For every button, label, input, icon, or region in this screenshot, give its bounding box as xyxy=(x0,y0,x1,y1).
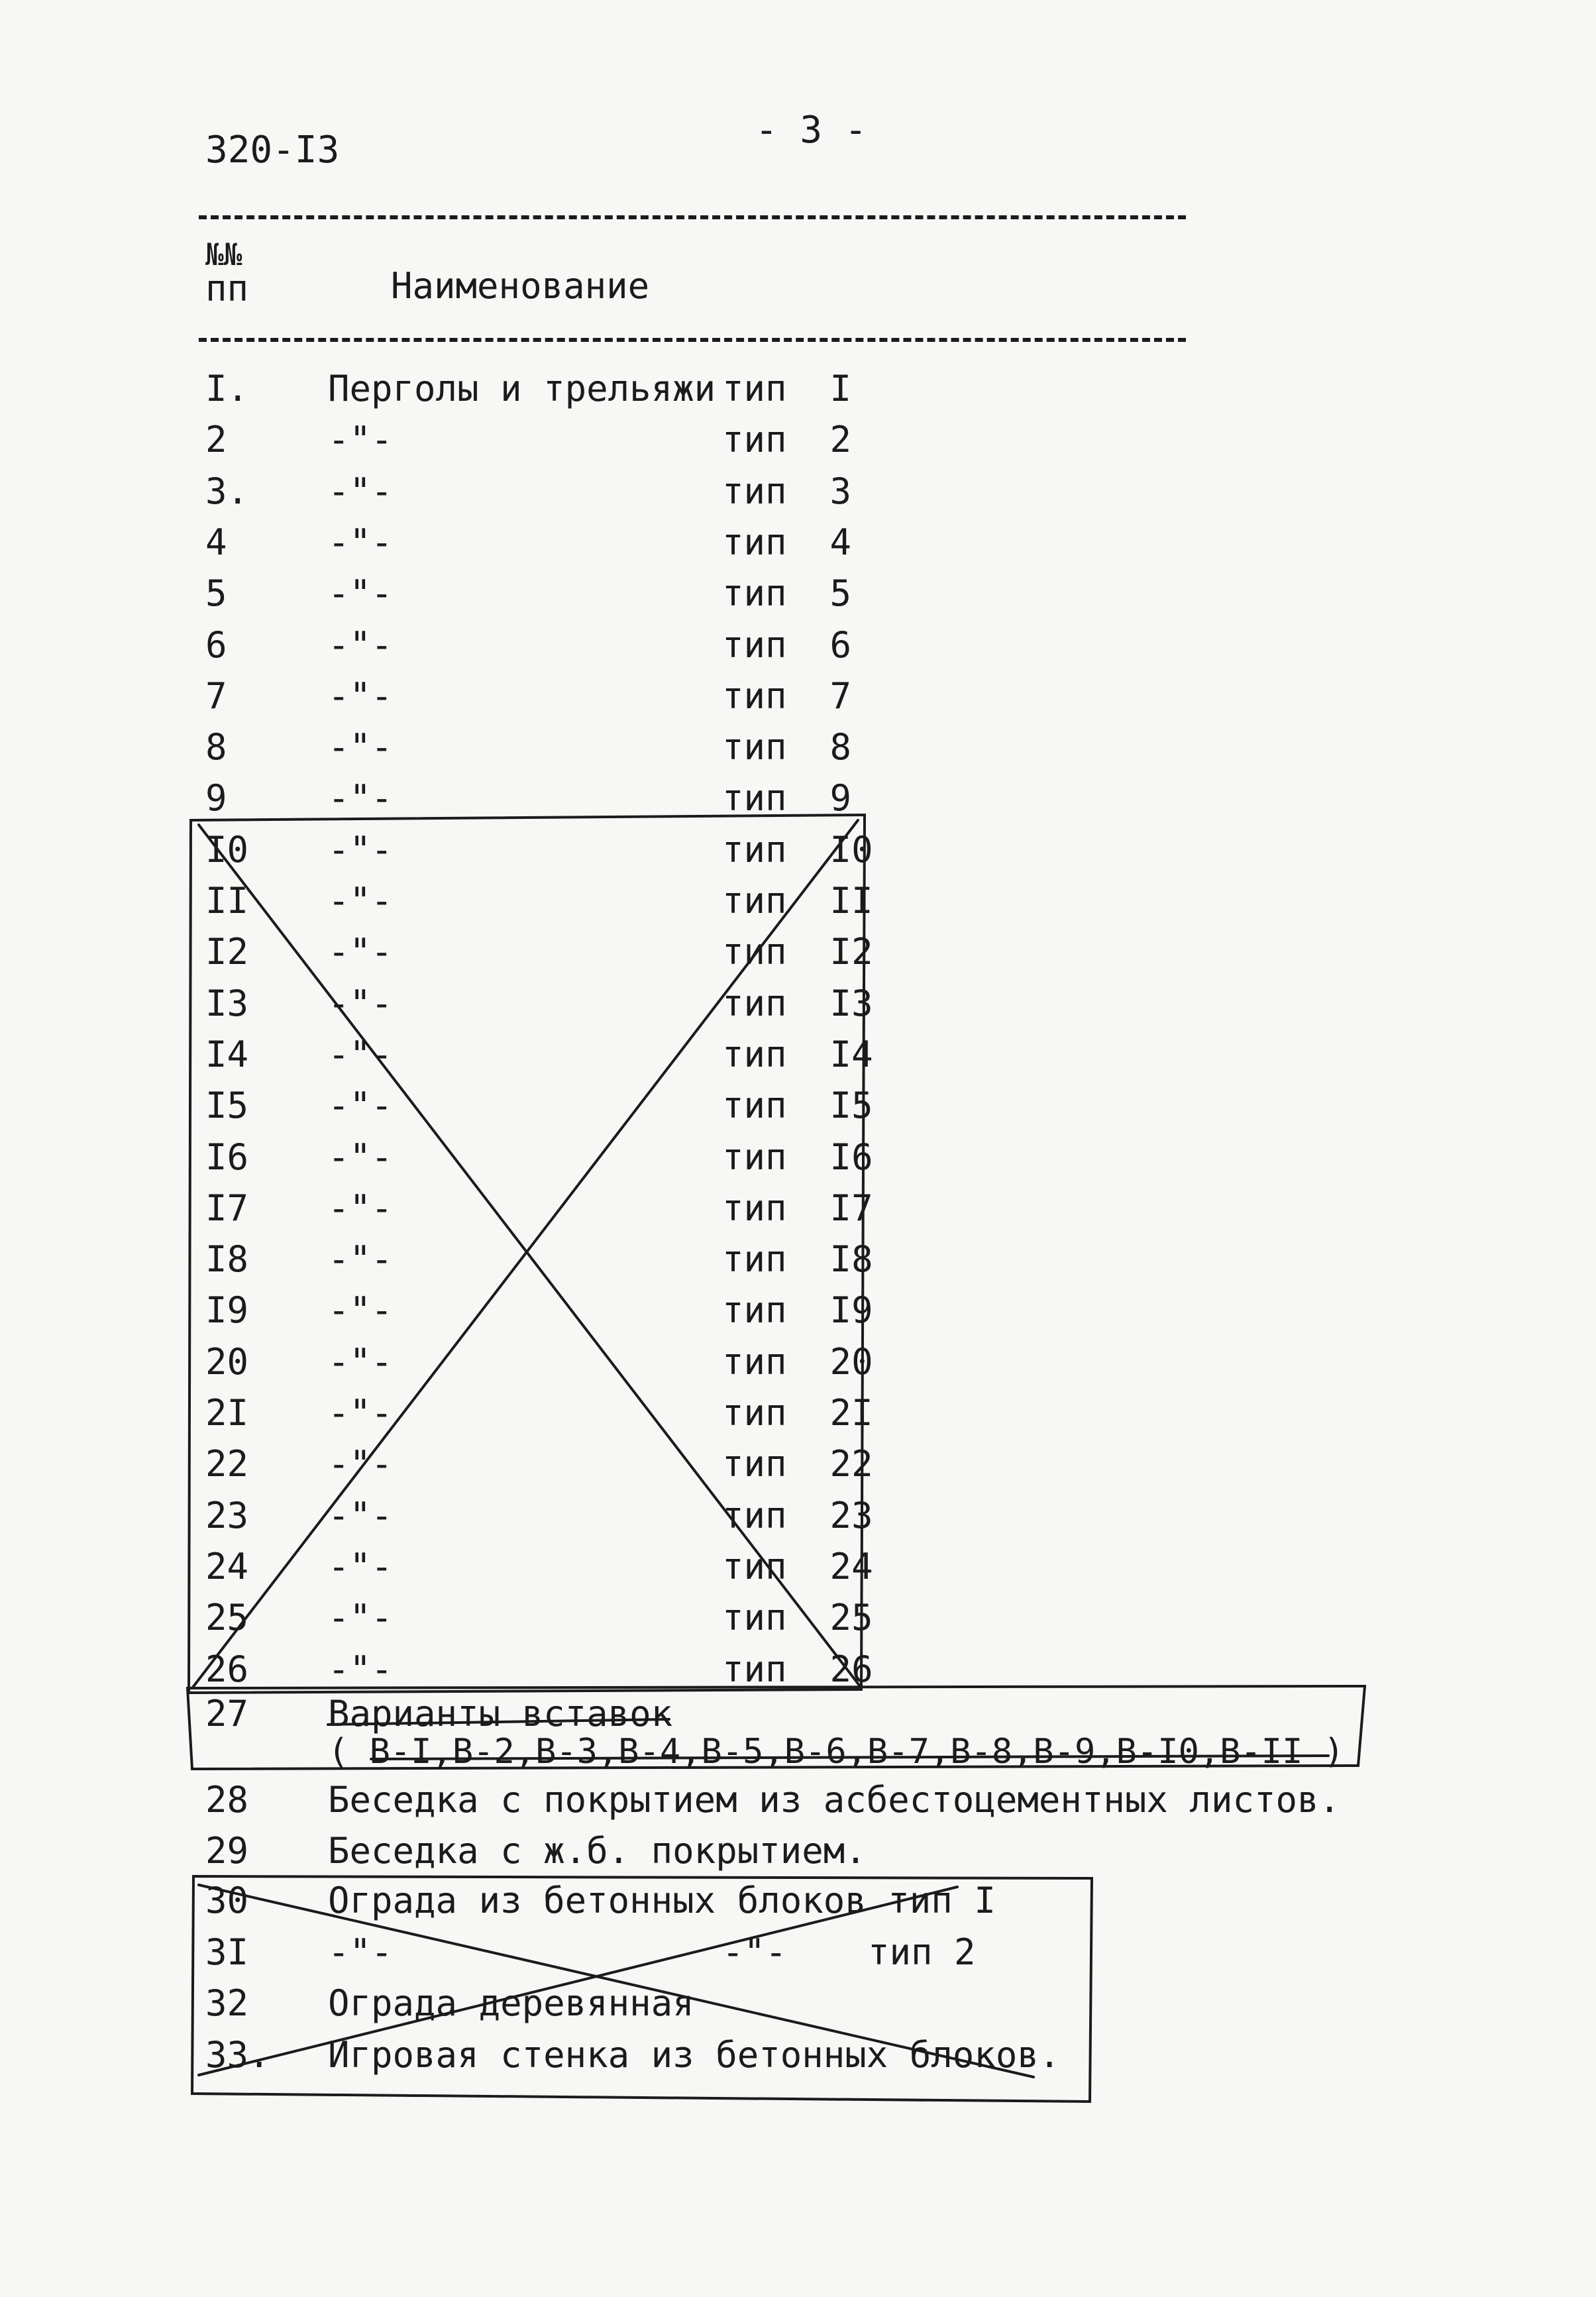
row-type: тип 5 xyxy=(722,572,852,614)
list-item xyxy=(0,880,1596,922)
row-number: 23 xyxy=(205,1495,249,1536)
row-number: I4 xyxy=(205,1034,249,1075)
row-type: тип I5 xyxy=(722,1085,873,1126)
list-item xyxy=(0,1597,1596,1639)
row-name: -"- xyxy=(328,1238,393,1280)
row-number: I. xyxy=(205,368,249,409)
list-item xyxy=(0,1034,1596,1076)
row-name: -"- xyxy=(328,880,393,922)
row-type: тип 26 xyxy=(722,1648,873,1690)
row-type: тип I0 xyxy=(722,829,873,871)
row-32-text: Ограда деревянная xyxy=(328,1982,694,2024)
row-name: -"- xyxy=(328,1495,393,1536)
row-type: тип 4 xyxy=(722,521,852,563)
row-type: тип 23 xyxy=(722,1495,873,1536)
column-number-header-line1: №№ xyxy=(205,237,242,272)
row-name: -"- xyxy=(328,470,393,512)
row-name: -"- xyxy=(328,829,393,871)
row-name: -"- xyxy=(328,419,393,460)
header-divider-bottom xyxy=(199,338,1186,342)
list-item xyxy=(0,470,1596,513)
row-number: 6 xyxy=(205,624,227,666)
row-type: тип I7 xyxy=(722,1187,873,1229)
row-name: -"- xyxy=(328,521,393,563)
row-name: -"- xyxy=(328,1187,393,1229)
row-type: тип I4 xyxy=(722,1034,873,1075)
row-number: 20 xyxy=(205,1341,249,1383)
row-number: 8 xyxy=(205,726,227,768)
row-number: 2I xyxy=(205,1392,249,1434)
row-name: -"- xyxy=(328,1085,393,1126)
row-type: тип I3 xyxy=(722,983,873,1024)
row-30-number: 30 xyxy=(205,1880,249,1921)
list-item xyxy=(0,1443,1596,1485)
row-name: -"- xyxy=(328,1443,393,1485)
row-number: I9 xyxy=(205,1289,249,1331)
row-name: -"- xyxy=(328,624,393,666)
list-item xyxy=(0,1187,1596,1230)
row-28-number: 28 xyxy=(205,1779,249,1821)
row-type: тип 9 xyxy=(722,777,852,819)
row-name: -"- xyxy=(328,1648,393,1690)
list-item xyxy=(0,675,1596,718)
row-28-text: Беседка с покрытием из асбестоцементных листов. xyxy=(328,1779,1341,1821)
row-name: -"- xyxy=(328,1136,393,1178)
row-number: I0 xyxy=(205,829,249,871)
row-type: тип II xyxy=(722,880,873,922)
list-item xyxy=(0,1648,1596,1691)
row-type: тип 20 xyxy=(722,1341,873,1383)
list-item xyxy=(0,829,1596,871)
row-type: тип 6 xyxy=(722,624,852,666)
list-item xyxy=(0,419,1596,461)
row-number: I2 xyxy=(205,931,249,973)
list-item xyxy=(0,1495,1596,1537)
list-item xyxy=(0,368,1596,410)
row-number: 7 xyxy=(205,675,227,717)
row-32-number: 32 xyxy=(205,1982,249,2024)
row-31-name: -"- xyxy=(328,1931,393,1973)
row-number: 4 xyxy=(205,521,227,563)
row-type: тип I8 xyxy=(722,1238,873,1280)
row-name: -"- xyxy=(328,675,393,717)
row-name: -"- xyxy=(328,1392,393,1434)
list-item xyxy=(0,1085,1596,1127)
row-type: тип 25 xyxy=(722,1597,873,1638)
row-29-number: 29 xyxy=(205,1830,249,1872)
row-name: -"- xyxy=(328,1597,393,1638)
row-name: -"- xyxy=(328,1546,393,1587)
row-name: -"- xyxy=(328,983,393,1024)
row-type: тип 24 xyxy=(722,1546,873,1587)
row-number: 24 xyxy=(205,1546,249,1587)
row-number: II xyxy=(205,880,249,922)
row-name: -"- xyxy=(328,931,393,973)
list-item xyxy=(0,1392,1596,1434)
row-name: Перголы и трельяжи xyxy=(328,368,716,409)
row-number: 25 xyxy=(205,1597,249,1638)
list-item xyxy=(0,624,1596,667)
list-item xyxy=(0,983,1596,1025)
row-type: тип I2 xyxy=(722,931,873,973)
row-31-number: 3I xyxy=(205,1931,249,1973)
list-item xyxy=(0,1289,1596,1332)
column-number-header-line2: пп xyxy=(205,268,249,309)
row-27-variants: ( В-I,В-2,В-3,В-4,В-5,В-6,В-7,В-8,В-9,В-I0,В-II ) xyxy=(328,1732,1345,1772)
row-type: тип I6 xyxy=(722,1136,873,1178)
row-name: -"- xyxy=(328,572,393,614)
list-item xyxy=(0,572,1596,615)
row-number: 2 xyxy=(205,419,227,460)
row-31-ditto: -"- xyxy=(722,1931,787,1973)
row-type: тип 3 xyxy=(722,470,852,512)
list-item xyxy=(0,1546,1596,1588)
list-item xyxy=(0,931,1596,973)
row-33-number: 33. xyxy=(205,2034,270,2076)
row-type: тип I xyxy=(722,368,852,409)
row-number: I8 xyxy=(205,1238,249,1280)
row-type: тип 8 xyxy=(722,726,852,768)
list-item xyxy=(0,521,1596,564)
row-number: 22 xyxy=(205,1443,249,1485)
document-code: 320-I3 xyxy=(205,129,340,172)
row-number: I3 xyxy=(205,983,249,1024)
row-name: -"- xyxy=(328,1341,393,1383)
list-item xyxy=(0,1341,1596,1383)
row-number: 9 xyxy=(205,777,227,819)
header-divider-top xyxy=(199,215,1186,219)
row-27-number: 27 xyxy=(205,1693,249,1735)
row-27-title: Варианты вставок xyxy=(328,1693,673,1735)
row-type: тип I9 xyxy=(722,1289,873,1331)
row-name: -"- xyxy=(328,777,393,819)
row-33-text: Игровая стенка из бетонных блоков. xyxy=(328,2034,1061,2076)
list-item xyxy=(0,726,1596,769)
row-name: -"- xyxy=(328,1289,393,1331)
column-name-header: Наименование xyxy=(391,265,650,307)
list-item xyxy=(0,777,1596,820)
row-type: тип 2 xyxy=(722,419,852,460)
row-number: 3. xyxy=(205,470,249,512)
row-number: I6 xyxy=(205,1136,249,1178)
row-name: -"- xyxy=(328,726,393,768)
page-number: - 3 - xyxy=(755,109,867,152)
row-name: -"- xyxy=(328,1034,393,1075)
row-number: 5 xyxy=(205,572,227,614)
row-30-text: Ограда из бетонных блоков тип I xyxy=(328,1880,996,1921)
list-item xyxy=(0,1238,1596,1281)
row-number: 26 xyxy=(205,1648,249,1690)
row-31-type: тип 2 xyxy=(868,1931,976,1973)
row-29-text: Беседка с ж.б. покрытием. xyxy=(328,1830,867,1872)
row-number: I5 xyxy=(205,1085,249,1126)
row-type: тип 2I xyxy=(722,1392,873,1434)
row-type: тип 7 xyxy=(722,675,852,717)
row-number: I7 xyxy=(205,1187,249,1229)
list-item xyxy=(0,1136,1596,1179)
row-type: тип 22 xyxy=(722,1443,873,1485)
